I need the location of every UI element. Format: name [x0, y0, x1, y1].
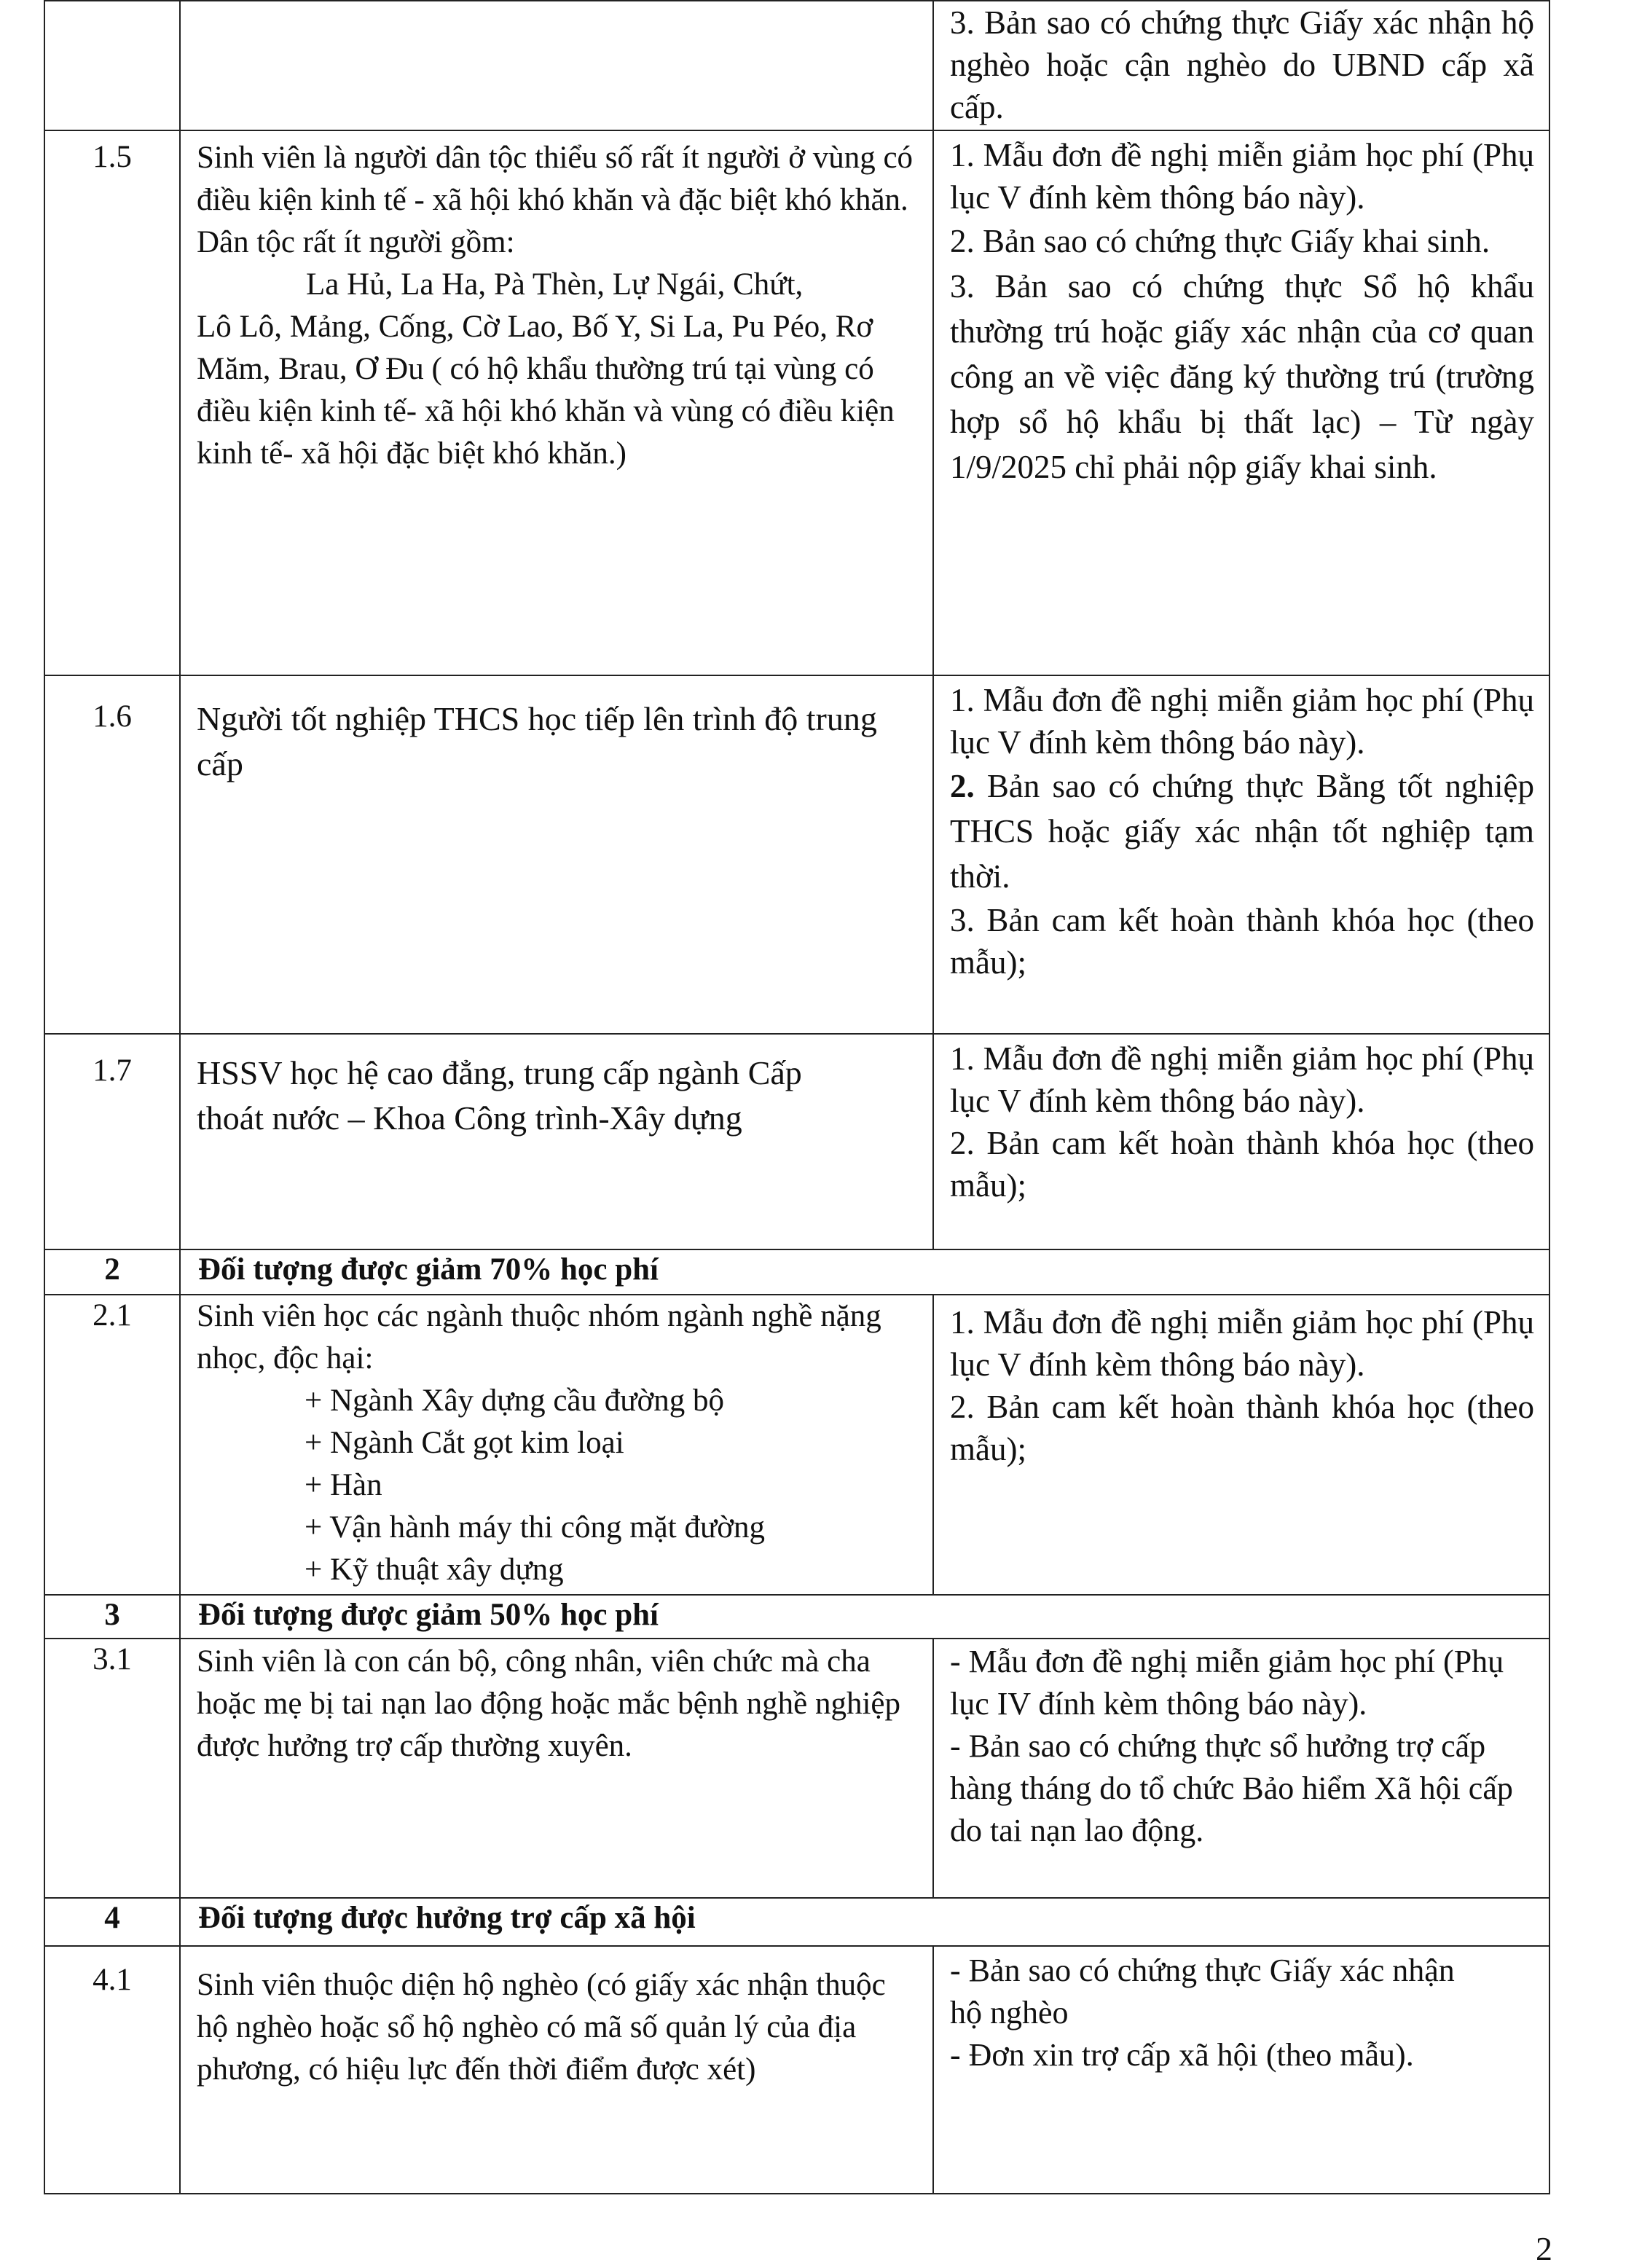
description-text: HSSV học hệ cao đẳng, trung cấp ngành Cấp thoát nước – Khoa Công trình-Xây dựng: [197, 1054, 802, 1137]
row-description: [180, 1295, 933, 1595]
row-description: [180, 130, 933, 675]
description-text: + Vận hành máy thi công mặt đường: [305, 1510, 765, 1545]
description-text: + Hàn: [305, 1468, 382, 1502]
requirement-item: 1. Mẫu đơn đề nghị miễn giảm học phí (Phụ lục V đính kèm thông báo này).: [950, 137, 1534, 216]
row-number: 4.1: [44, 1946, 180, 2194]
description-text: + Kỹ thuật xây dựng: [305, 1553, 564, 1587]
row-number: 1.7: [44, 1034, 180, 1249]
description-text: La Hủ, La Ha, Pà Thèn, Lự Ngái, Chứt,: [306, 267, 804, 302]
description-text: Người tốt nghiệp THCS học tiếp lên trình độ trung cấp: [197, 700, 877, 782]
row-description: [180, 1946, 933, 2194]
table-row: [44, 130, 1549, 675]
section-number: 3: [44, 1595, 180, 1639]
section-header-row: [44, 1898, 1549, 1946]
requirement-text: Bản sao có chứng thực Bằng tốt nghiệp THCS hoặc giấy xác nhận tốt nghiệp tạm thời.: [950, 768, 1534, 895]
table-row: [44, 1295, 1549, 1595]
row-number: 1.5: [44, 130, 180, 675]
requirement-item: 2. Bản cam kết hoàn thành khóa học (theo mẫu);: [950, 1125, 1534, 1204]
page-number: 2: [1536, 2230, 1552, 2267]
row-description: [180, 675, 933, 1034]
requirement-item: 3. Bản sao có chứng thực Sổ hộ khẩu thường trú hoặc giấy xác nhận của cơ quan công an về việc đăng ký thường trú (trường hợp sổ hộ khẩu bị thất lạc) – Từ ngày 1/9/2025 chỉ phải nộp giấy khai sinh.: [950, 268, 1534, 485]
description-text: Dân tộc rất ít người gồm:: [197, 225, 515, 259]
description-text: + Ngành Cắt gọt kim loại: [305, 1426, 624, 1460]
requirement-item: [950, 764, 1534, 899]
table-row: [44, 1034, 1549, 1249]
table-row: [44, 1946, 1549, 2194]
row-requirements: [933, 1034, 1549, 1249]
description-text: Sinh viên thuộc diện hộ nghèo (có giấy xác nhận thuộc hộ nghèo hoặc sổ hộ nghèo có mã số quản lý của địa phương, có hiệu lực đến thời điểm được xét): [197, 1968, 886, 2087]
row-description: [180, 1034, 933, 1249]
section-title: Đối tượng được giảm 50% học phí: [180, 1595, 1549, 1639]
description-text: Sinh viên là người dân tộc thiểu số rất ít người ở vùng có điều kiện kinh tế - xã hội khó khăn và đặc biệt khó khăn.: [197, 141, 914, 217]
row-number: 3.1: [44, 1639, 180, 1898]
row-requirements: [933, 130, 1549, 675]
description-text: Sinh viên là con cán bộ, công nhân, viên chức mà cha hoặc mẹ bị tai nạn lao động hoặc mắc bệnh nghề nghiệp được hưởng trợ cấp thường xuyên.: [197, 1644, 900, 1763]
requirement-item: - Đơn xin trợ cấp xã hội (theo mẫu).: [950, 2037, 1414, 2073]
requirement-item: - Mẫu đơn đề nghị miễn giảm học phí (Phụ lục IV đính kèm thông báo này).: [950, 1644, 1504, 1722]
section-number: 4: [44, 1898, 180, 1946]
row-number: [44, 1, 180, 130]
section-title: Đối tượng được giảm 70% học phí: [180, 1249, 1549, 1295]
requirement-item: 1. Mẫu đơn đề nghị miễn giảm học phí (Phụ lục V đính kèm thông báo này).: [950, 682, 1534, 761]
row-requirements: [933, 675, 1549, 1034]
table-row: [44, 675, 1549, 1034]
requirements-table: [44, 0, 1550, 2194]
row-requirements: [933, 1, 1549, 130]
row-number: 1.6: [44, 675, 180, 1034]
requirement-item: - Bản sao có chứng thực sổ hưởng trợ cấp hàng tháng do tổ chức Bảo hiểm Xã hội cấp do tai nạn lao động.: [950, 1728, 1513, 1848]
section-header-row: [44, 1595, 1549, 1639]
requirement-item: 3. Bản cam kết hoàn thành khóa học (theo mẫu);: [950, 902, 1534, 981]
description-text: Lô Lô, Mảng, Cống, Cờ Lao, Bố Y, Si La, Pu Péo, Rơ Măm, Brau, Ơ Đu ( có hộ khẩu thường trú tại vùng có điều kiện kinh tế- xã hội khó khăn và vùng có điều kiện kinh tế- xã hội đặc biệt khó khăn.): [197, 310, 895, 471]
requirement-item: - Bản sao có chứng thực Giấy xác nhận hộ nghèo: [950, 1953, 1455, 2030]
requirement-number: 2.: [950, 768, 975, 804]
row-number: 2.1: [44, 1295, 180, 1595]
section-number: 2: [44, 1249, 180, 1295]
requirement-item: 2. Bản cam kết hoàn thành khóa học (theo mẫu);: [950, 1389, 1534, 1467]
requirement-item: 2. Bản sao có chứng thực Giấy khai sinh.: [950, 223, 1490, 259]
row-description: [180, 1, 933, 130]
row-requirements: [933, 1639, 1549, 1898]
description-text: Sinh viên học các ngành thuộc nhóm ngành nghề nặng nhọc, độc hại:: [197, 1299, 881, 1376]
row-requirements: [933, 1946, 1549, 2194]
table-row: [44, 1639, 1549, 1898]
row-description: [180, 1639, 933, 1898]
requirement-item: 1. Mẫu đơn đề nghị miễn giảm học phí (Phụ lục V đính kèm thông báo này).: [950, 1040, 1534, 1119]
description-text: + Ngành Xây dựng cầu đường bộ: [305, 1384, 725, 1418]
section-header-row: [44, 1249, 1549, 1295]
requirement-item: 1. Mẫu đơn đề nghị miễn giảm học phí (Phụ lục V đính kèm thông báo này).: [950, 1304, 1534, 1383]
row-requirements: [933, 1295, 1549, 1595]
requirement-item: 3. Bản sao có chứng thực Giấy xác nhận hộ nghèo hoặc cận nghèo do UBND cấp xã cấp.: [950, 4, 1534, 125]
table-row: [44, 1, 1549, 130]
section-title: Đối tượng được hưởng trợ cấp xã hội: [180, 1898, 1549, 1946]
